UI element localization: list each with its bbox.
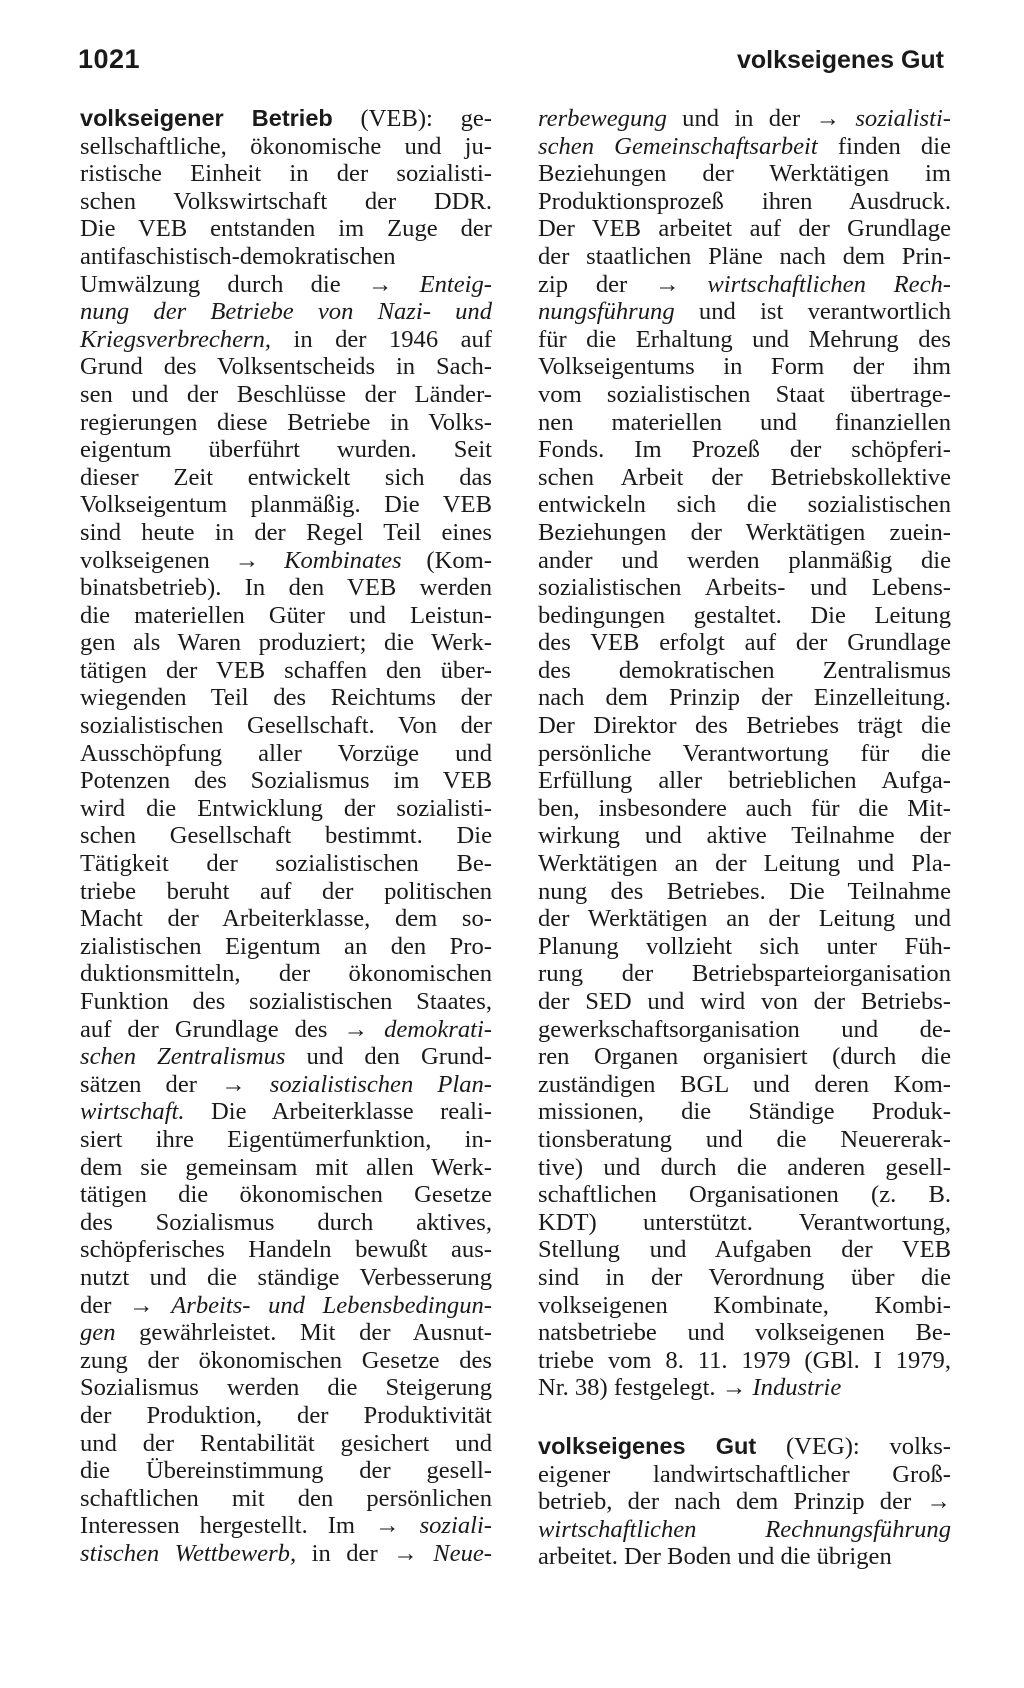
text-line — [538, 1209, 951, 1237]
text-line — [80, 436, 492, 464]
text-line — [538, 822, 951, 850]
right-column — [538, 105, 951, 1571]
cross-reference[interactable]: demokrati- — [384, 1015, 492, 1043]
body-text: Werktätigen an der Leitung und Pla- — [538, 850, 951, 878]
body-text: die Übereinstimmung der gesell- — [80, 1457, 492, 1485]
body-text: nung des Betriebes. Die Teilnahme — [538, 877, 951, 905]
text-line — [80, 1154, 492, 1182]
text-line — [80, 353, 492, 381]
body-text: betrieb, der nach dem Prinzip der → — [538, 1488, 951, 1516]
text-line — [80, 1430, 492, 1458]
text-line — [538, 464, 951, 492]
text-line — [538, 1488, 951, 1516]
body-text: sind in der Verordnung über die — [538, 1263, 951, 1291]
body-text: auf der Grundlage des → — [80, 1015, 385, 1043]
body-text: volkseigenen → — [80, 546, 285, 574]
text-line — [538, 740, 951, 768]
body-text: sellschaftliche, ökonomische und ju- — [80, 132, 492, 160]
cross-reference[interactable]: stischen Wettbewerb, — [80, 1539, 297, 1567]
body-text: gewährleistet. Mit der Ausnut- — [115, 1319, 492, 1347]
body-text: Der VEB arbeitet auf der Grundlage — [538, 215, 951, 243]
text-line — [538, 1433, 951, 1461]
cross-reference[interactable]: schen Zentralismus — [80, 1043, 286, 1071]
text-line — [538, 905, 951, 933]
text-line — [80, 878, 492, 906]
body-text: gen als Waren produziert; die Werk- — [80, 629, 492, 657]
text-line — [538, 1098, 951, 1126]
cross-reference[interactable]: Industrie — [752, 1374, 842, 1402]
body-text: Tätigkeit der sozialistischen Be- — [80, 850, 492, 878]
text-line — [538, 188, 951, 216]
cross-reference[interactable]: Neue- — [433, 1539, 492, 1567]
body-text: sind heute in der Regel Teil eines — [80, 518, 492, 546]
text-line — [538, 1071, 951, 1099]
body-text: (VEB): ge- — [332, 105, 492, 132]
text-line — [538, 298, 951, 326]
text-line — [80, 905, 492, 933]
text-line — [80, 491, 492, 519]
body-text: nach dem Prinzip der Einzelleitung. — [538, 684, 951, 712]
text-line — [80, 960, 492, 988]
body-text: schaftlichen Organisationen (z. B. — [538, 1181, 951, 1209]
text-line — [80, 602, 492, 630]
text-line — [538, 160, 951, 188]
text-line — [538, 1461, 951, 1489]
cross-reference[interactable]: gen — [80, 1319, 116, 1347]
body-text: zung der ökonomischen Gesetze des — [80, 1346, 492, 1374]
text-line — [80, 740, 492, 768]
cross-reference[interactable]: sozialisti- — [855, 105, 951, 132]
text-line — [80, 464, 492, 492]
text-line — [80, 574, 492, 602]
text-line — [538, 519, 951, 547]
text-line — [80, 215, 492, 243]
text-line — [538, 243, 951, 271]
text-line — [538, 215, 951, 243]
body-text: des VEB erfolgt auf der Grundlage — [538, 629, 951, 657]
body-text: der staatlichen Pläne nach dem Prin- — [538, 242, 951, 270]
body-text: Beziehungen der Werktätigen zuein- — [538, 518, 951, 546]
body-text: der → — [80, 1291, 172, 1319]
text-line — [80, 1457, 492, 1485]
body-text: schöpferisches Handeln bewußt aus- — [80, 1236, 492, 1264]
text-line — [538, 381, 951, 409]
text-line — [538, 491, 951, 519]
text-line — [538, 684, 951, 712]
body-text: natsbetriebe und volkseigenen Be- — [538, 1319, 951, 1347]
body-text: Macht der Arbeiterklasse, dem so- — [80, 905, 492, 933]
body-text: tive) und durch die anderen gesell- — [538, 1153, 951, 1181]
text-line — [80, 822, 492, 850]
body-text: persönliche Verantwortung für die — [538, 739, 951, 767]
body-text: KDT) unterstützt. Verantwortung, — [538, 1208, 951, 1236]
text-line — [538, 574, 951, 602]
text-line — [538, 1319, 951, 1347]
body-text: ristische Einheit in der sozialisti- — [80, 160, 492, 188]
body-text: dieser Zeit entwickelt sich das — [80, 463, 492, 491]
cross-reference[interactable]: sozialistischen Plan- — [269, 1070, 492, 1098]
body-text: für die Erhaltung und Mehrung des — [538, 325, 951, 353]
body-text: gewerkschaftsorganisation und de- — [538, 1015, 951, 1043]
text-line — [80, 1043, 492, 1071]
body-text: Funktion des sozialistischen Staates, — [80, 988, 492, 1015]
body-text: (VEG): volks- — [756, 1432, 951, 1460]
body-text: des Sozialismus durch aktives, — [80, 1208, 492, 1236]
body-text: und ist verantwortlich — [674, 298, 951, 326]
body-text: zip der → — [538, 270, 708, 298]
text-line — [80, 188, 492, 216]
body-text: in der → — [296, 1539, 434, 1567]
text-line — [538, 960, 951, 988]
running-head: volkseigenes Gut — [736, 46, 944, 74]
text-line — [538, 657, 951, 685]
text-line — [80, 160, 492, 188]
body-text: dem sie gemeinsam mit allen Werk- — [80, 1153, 492, 1181]
body-text: wirkung und aktive Teilnahme der — [538, 822, 951, 850]
body-text: schen Volkswirtschaft der DDR. — [80, 187, 492, 215]
page-number: 1021 — [78, 44, 141, 74]
text-line — [538, 271, 951, 299]
body-text: wiegenden Teil des Reichtums der — [80, 684, 492, 712]
body-text: tätigen der VEB schaffen den über- — [80, 656, 492, 684]
text-line — [80, 1292, 492, 1320]
body-text: Interessen hergestellt. Im → — [80, 1512, 420, 1540]
body-text: Umwälzung durch die → — [80, 270, 420, 298]
text-line — [538, 1043, 951, 1071]
body-text: arbeitet. Der Boden und die übrigen — [538, 1543, 892, 1571]
cross-reference[interactable]: Arbeits- und Lebensbedingun- — [171, 1291, 492, 1319]
entry-headword: volkseigenes Gut — [538, 1432, 757, 1459]
body-text: sozialistischen Gesellschaft. Von der — [80, 712, 492, 740]
body-text: Stellung und Aufgaben der VEB — [538, 1236, 951, 1264]
body-text: Erfüllung aller betrieblichen Aufga- — [538, 767, 951, 795]
body-text: triebe beruht auf der politischen — [80, 877, 492, 905]
text-line — [538, 326, 951, 354]
text-line — [80, 409, 492, 437]
body-text: zuständigen BGL und deren Kom- — [538, 1070, 951, 1098]
text-line — [80, 988, 492, 1016]
body-text: Die Arbeiterklasse reali- — [184, 1098, 492, 1126]
body-text: rung der Betriebsparteiorganisation — [538, 960, 951, 988]
text-line — [80, 381, 492, 409]
text-line — [538, 1181, 951, 1209]
body-text: und den Grund- — [285, 1043, 492, 1071]
text-line — [80, 1319, 492, 1347]
text-line — [538, 878, 951, 906]
text-line — [80, 1485, 492, 1513]
text-line — [80, 105, 492, 133]
body-text: die materiellen Güter und Leistun- — [80, 601, 492, 629]
body-text: nen materiellen und finanziellen — [538, 408, 951, 436]
cross-reference[interactable]: rerbewegung — [538, 105, 667, 132]
body-text: Grund des Volksentscheids in Sach- — [80, 353, 492, 381]
text-line — [538, 105, 951, 133]
cross-reference[interactable]: Enteig- — [419, 270, 492, 298]
text-line — [80, 1347, 492, 1375]
text-line — [80, 519, 492, 547]
text-line — [538, 933, 951, 961]
body-text: schen Gesellschaft bestimmt. Die — [80, 822, 492, 850]
body-text: Ausschöpfung aller Vorzüge und — [80, 739, 492, 767]
cross-reference[interactable]: wirtschaftlichen Rech- — [707, 270, 951, 298]
body-text: des demokratischen Zentralismus — [538, 656, 951, 684]
body-text: sen und der Beschlüsse der Länder- — [80, 380, 492, 408]
text-line — [538, 712, 951, 740]
body-text: ander und werden planmäßig die — [538, 546, 951, 574]
text-line — [538, 1264, 951, 1292]
body-text: sozialistischen Arbeits- und Lebens- — [538, 574, 951, 602]
body-text: in der 1946 auf — [271, 325, 492, 353]
text-line — [80, 1236, 492, 1264]
body-text: Sozialismus werden die Steigerung — [80, 1374, 492, 1402]
body-text: duktionsmitteln, der ökonomischen — [80, 960, 492, 988]
body-text: Volkseigentums in Form der ihm — [538, 353, 951, 381]
body-text: sätzen der → — [80, 1070, 270, 1098]
body-text: vom sozialistischen Staat übertrage- — [538, 380, 951, 408]
body-text: Beziehungen der Werktätigen im — [538, 160, 951, 188]
cross-reference[interactable]: soziali- — [419, 1512, 492, 1540]
cross-reference[interactable]: schen Gemeinschaftsarbeit — [538, 132, 818, 160]
body-text: Potenzen des Sozialismus im VEB — [80, 767, 492, 795]
text-line — [538, 1016, 951, 1044]
cross-reference[interactable]: wirtschaft. — [80, 1098, 185, 1126]
body-text: siert ihre Eigentümerfunktion, in- — [80, 1125, 492, 1153]
text-line — [80, 271, 492, 299]
body-text: entwickeln sich die sozialistischen — [538, 491, 951, 519]
text-line — [80, 767, 492, 795]
body-text: und der Rentabilität gesichert und — [80, 1429, 492, 1457]
text-line — [538, 988, 951, 1016]
cross-reference[interactable]: nungsführung — [538, 298, 675, 326]
text-line — [80, 1126, 492, 1154]
text-line — [538, 767, 951, 795]
body-text: antifaschistisch-demokratischen — [80, 242, 396, 270]
text-line — [80, 1098, 492, 1126]
text-line — [538, 1236, 951, 1264]
body-text: finden die — [817, 132, 951, 160]
text-line — [538, 436, 951, 464]
body-text: Fonds. Im Prozeß der schöpferi- — [538, 436, 951, 464]
text-line — [80, 133, 492, 161]
body-text: der Produktion, der Produktivität — [80, 1401, 492, 1429]
left-column — [80, 105, 492, 1567]
text-line — [80, 933, 492, 961]
body-text: triebe vom 8. 11. 1979 (GBl. I 1979, — [538, 1346, 951, 1374]
body-text: eigentum überführt wurden. Seit — [80, 436, 492, 464]
cross-reference[interactable]: nung der Betriebe von Nazi- und — [80, 298, 492, 326]
body-text: schen Arbeit der Betriebskollektive — [538, 463, 951, 491]
text-line — [538, 602, 951, 630]
body-text: ben, insbesondere auch für die Mit- — [538, 794, 951, 822]
body-text: missionen, die Ständige Produk- — [538, 1098, 951, 1126]
body-text: zialistischen Eigentum an den Pro- — [80, 932, 492, 960]
cross-reference[interactable]: Kriegsverbrechern, — [80, 325, 272, 353]
body-text: volkseigenen Kombinate, Kombi- — [538, 1291, 951, 1319]
text-line — [80, 298, 492, 326]
text-line — [80, 684, 492, 712]
text-line — [80, 1181, 492, 1209]
body-text: der Werktätigen an der Leitung und — [538, 905, 951, 933]
text-line — [538, 1516, 951, 1544]
body-text: nutzt und die ständige Verbesserung — [80, 1263, 492, 1291]
text-line — [538, 1126, 951, 1154]
text-line — [80, 326, 492, 354]
text-line — [538, 850, 951, 878]
body-text: schaftlichen mit den persönlichen — [80, 1484, 492, 1512]
body-text: (Kom- — [401, 546, 492, 574]
body-text: der SED und wird von der Betriebs- — [538, 988, 951, 1015]
text-line — [538, 1154, 951, 1182]
text-line — [538, 1543, 951, 1571]
cross-reference[interactable]: wirtschaftlichen Rechnungsführung — [538, 1515, 951, 1543]
body-text: ren Organen organisiert (durch die — [538, 1043, 951, 1071]
text-line — [80, 795, 492, 823]
body-text: Produktionsprozeß ihren Ausdruck. — [538, 187, 951, 215]
text-line — [80, 1540, 492, 1568]
body-text: Die VEB entstanden im Zuge der — [80, 215, 492, 243]
text-line — [80, 1402, 492, 1430]
text-line — [538, 795, 951, 823]
text-line — [80, 1071, 492, 1099]
body-text: eigener landwirtschaftlicher Groß- — [538, 1460, 951, 1488]
body-text: tätigen die ökonomischen Gesetze — [80, 1181, 492, 1209]
text-line — [80, 1016, 492, 1044]
text-line — [80, 243, 492, 271]
body-text: bedingungen gestaltet. Die Leitung — [538, 601, 951, 629]
body-text: und in der → — [666, 105, 856, 132]
text-line — [80, 1209, 492, 1237]
text-line — [80, 629, 492, 657]
body-text: wird die Entwicklung der sozialisti- — [80, 794, 492, 822]
body-text: Der Direktor des Betriebes trägt die — [538, 712, 951, 740]
text-line — [538, 1374, 951, 1402]
text-line — [80, 1512, 492, 1540]
text-line — [538, 353, 951, 381]
body-text: tionsberatung und die Neuererak- — [538, 1125, 951, 1153]
text-line — [538, 1347, 951, 1375]
text-line — [538, 629, 951, 657]
text-line — [80, 657, 492, 685]
text-line — [80, 850, 492, 878]
text-line — [80, 547, 492, 575]
body-text: Planung vollzieht sich unter Füh- — [538, 932, 951, 960]
body-text: Nr. 38) festgelegt. → — [538, 1374, 753, 1402]
body-text: regierungen diese Betriebe in Volks- — [80, 408, 492, 436]
text-line — [80, 1264, 492, 1292]
text-line — [80, 1374, 492, 1402]
text-line — [538, 547, 951, 575]
text-line — [538, 409, 951, 437]
text-line — [538, 1292, 951, 1320]
body-text: Volkseigentum planmäßig. Die VEB — [80, 491, 492, 519]
entry-headword: volkseigener Betrieb — [80, 105, 333, 131]
text-line — [538, 133, 951, 161]
body-text: binatsbetrieb). In den VEB werden — [80, 574, 492, 602]
text-line — [80, 712, 492, 740]
cross-reference[interactable]: Kombinates — [284, 546, 402, 574]
